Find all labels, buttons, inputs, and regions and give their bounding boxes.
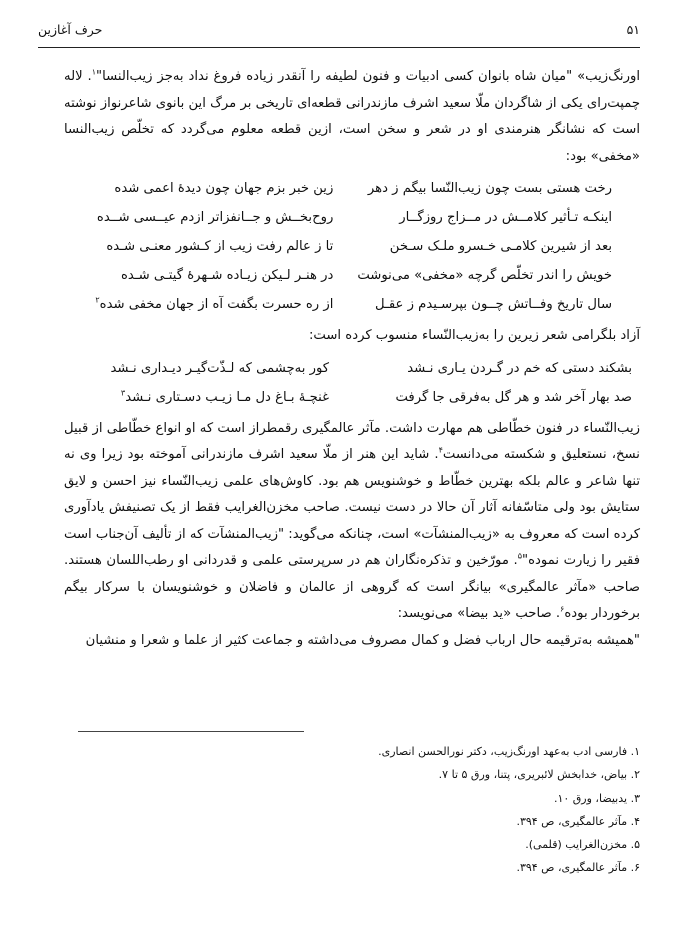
poem-couplet <box>64 383 640 412</box>
hemistich-second <box>64 174 333 203</box>
paragraph-intro-part1: اورنگ‌زیب» "میان شاه بانوان کسی ادبیات و فنون لطیفه را آنقدر زیاده فروغ نداد به‌جز زیب‌النسا" <box>96 69 640 84</box>
hemistich-second-text: در هنـر لـیکن زیـاده شـهرهٔ گیتـی شـده <box>120 268 334 283</box>
hemistich-second <box>64 290 333 319</box>
running-title: حرف آغازین <box>38 22 103 37</box>
hemistich-second-text: زین خبر بزم جهان چون دیدهٔ اعمی شده <box>114 181 334 196</box>
header-rule <box>38 47 640 48</box>
footnote-item: ۶. مآثر عالمگیری، ص ۳۹۴. <box>516 861 640 875</box>
hemistich-second-text: روح‌بخــش و جــانفزاتر ازدم عیــسی شــده <box>96 210 334 225</box>
paragraph-calligraphy-part1: زیب‌النّساء در فنون خطّاطی هم مهارت داشت. مآثر عالمگیری رقمطراز است که او انواع خطّاطی از قبیل نسخ، نستعلیق و شکسته می‌دانست <box>64 420 640 462</box>
footnote-ref-4: ۴ <box>438 445 443 455</box>
poem-stanza-mukhfi <box>64 174 640 319</box>
body-text <box>64 64 640 654</box>
footnote-item: ۴. مآثر عالمگیری، ص ۳۹۴. <box>516 814 640 828</box>
footnote-ref-5: ۵ <box>517 551 523 561</box>
paragraph-intro <box>64 64 640 170</box>
footnotes <box>80 740 640 880</box>
footnote-item: ۳. یدبیضا، ورق ۱۰. <box>553 791 640 805</box>
paragraph-calligraphy-part4: . صاحب «ید بیضا» می‌نویسد: <box>397 606 561 621</box>
hemistich-first: بشکند دستی که خم در گـردن یـاری نـشد <box>407 360 632 376</box>
running-header <box>38 22 640 44</box>
hemistich-second <box>64 232 333 261</box>
hemistich-first: خویش را اندر تخلّص گرچه «مخفی» می‌نوشت <box>357 268 612 283</box>
hemistich-first: اینکـه تـأثیر کلامــش در مــزاج روزگــار <box>399 210 612 225</box>
poem-stanza-attributed <box>64 354 640 412</box>
hemistich-first: بعد از شیرین کلامـی خـسرو ملـک سـخن <box>389 239 612 254</box>
hemistich-second-text: کور به‌چشمی که لـذّت‌گیـر دیـداری نـشد <box>110 360 330 376</box>
hemistich-first: صد بهار آخر شد و هر گل به‌فرقی جا گرفت <box>395 389 632 405</box>
quote-yad-beiza: "همیشه به‌ترقیمه حال ارباب فضل و کمال مصروف می‌داشته و جماعت کثیر از علما و شعرا و منشیان <box>85 632 640 648</box>
footnote-ref-1: ۱ <box>91 67 97 77</box>
hemistich-second-text: از ره حسرت بگفت آه از جهان مخفی شده <box>99 297 334 312</box>
footnote-separator <box>78 731 304 732</box>
paragraph-calligraphy <box>64 416 640 628</box>
paragraph-intro-part2: . لاله چمپت‌رای یکی از شاگردان ملّا سعید اشرف مازندرانی قطعه‌ای تاریخی بر مرگ این بانوی شاعرنواز نوشته است که نشانگر هنرمندی او در شعر و سخن است، ازین قطعه معلوم می‌گردد که تخلّص زیب‌النسا «مخفی» بود: <box>64 69 640 164</box>
poem-couplet <box>64 174 640 203</box>
footnote-item: ۱. فارسی ادب به‌عهد اورنگ‌زیب، دکتر نورالحسن انصاری. <box>378 745 640 758</box>
hemistich-first: رخت هستی بست چون زیب‌النّسا بیگم ز دهر <box>367 181 612 196</box>
footnote-ref: ۲ <box>95 295 100 305</box>
poem-couplet <box>64 354 640 383</box>
poem-couplet <box>64 203 640 232</box>
hemistich-second-text: غنچـهٔ بـاغ دل مـا زیـب دسـتاری نـشد <box>125 389 330 405</box>
poem-couplet <box>64 261 640 290</box>
footnote-ref-6: ۶ <box>560 604 565 614</box>
paragraph-calligraphy-part3: . مورّخین و تذکره‌نگاران هم در سرپرستی علمی و قدردانی او رطب‌اللسان هستند. صاحب «مآثر عالمگیری» بیانگر است که گروهی از عالمان و فاضلان و خوشنویسان با سرکار بیگم برخوردار بوده <box>64 553 640 621</box>
footnote-ref: ۳ <box>120 388 126 398</box>
hemistich-second <box>64 261 333 290</box>
poem-couplet <box>64 290 640 319</box>
hemistich-second <box>64 203 333 232</box>
hemistich-second-text: تا ز عالم رفت زیب از کـشور معنـی شـده <box>106 239 334 254</box>
hemistich-second <box>64 383 329 412</box>
hemistich-first: سال تاریخ وفــاتش چــون بپرسـیدم ز عقـل <box>375 297 612 312</box>
paragraph-calligraphy-part2: . شاید این هنر از ملّا سعید اشرف مازندرانی آموخته بود زیرا وی نه تنها شاعر و عالم بلکه بهترین خطّاط و خوشنویس هم بود. کاوش‌های علمی زیب‌النّساء نیز احسن و لایق ستایش بود ولی متاسّفانه آثار آن حالا در دست نیست. صاحب مخزن‌الغرایب فقط از یک تصنیفش یادآوری کرده است که معروف به «زیب‌المنشآت» است، چنانکه می‌گوید: "زیب‌المنشآت که از تألیف آن‌جناب است فقیر را زیارت نموده" <box>64 447 641 568</box>
page-number: ۵۱ <box>626 22 640 37</box>
paragraph-azad: آزاد بلگرامی شعر زیرین را به‌زیب‌النّساء منسوب کرده است: <box>308 328 640 343</box>
hemistich-second <box>64 354 329 383</box>
footnote-item: ۵. مخزن‌الغرایب (قلمی). <box>525 838 640 852</box>
footnote-item: ۲. بیاض، خدابخش لائبریری، پتنا، ورق ۵ تا ۷. <box>438 768 640 782</box>
poem-couplet <box>64 232 640 261</box>
